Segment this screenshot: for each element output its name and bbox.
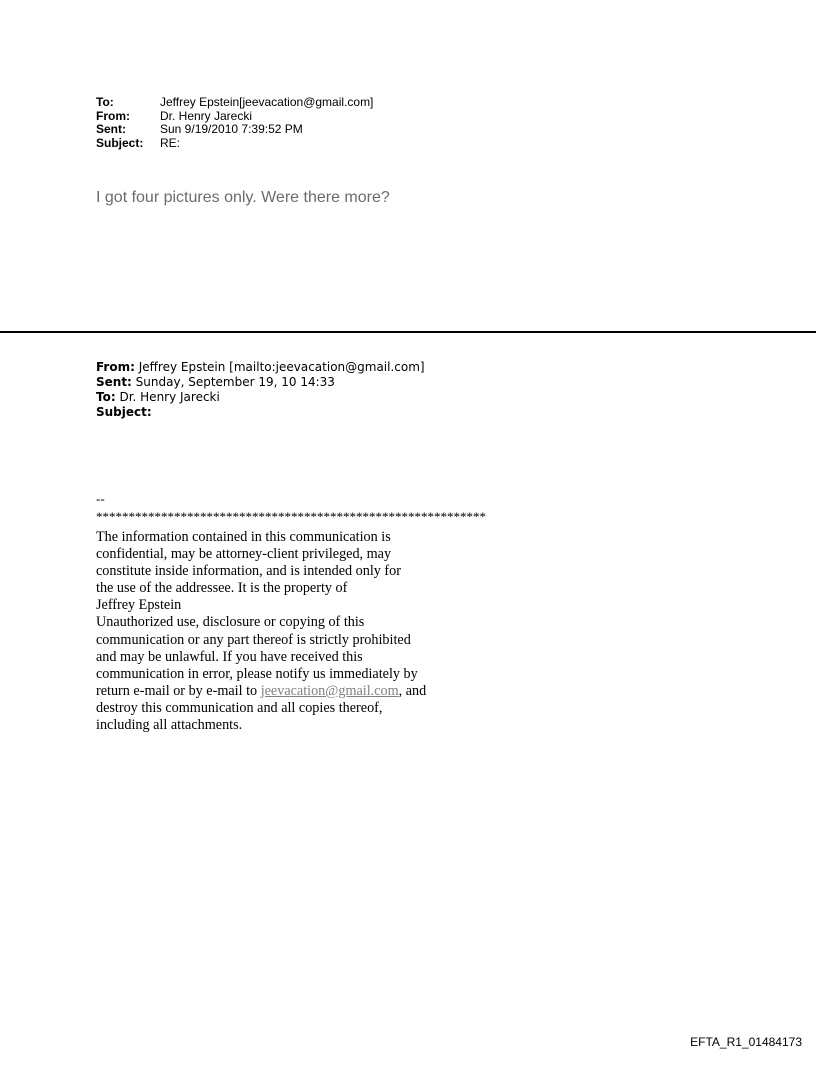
header-subject-row bbox=[96, 137, 373, 151]
quoted-to-value: Dr. Henry Jarecki bbox=[115, 390, 220, 404]
disclaimer-line: confidential, may be attorney-client privileged, may bbox=[96, 546, 392, 563]
disclaimer-line: Jeffrey Epstein bbox=[96, 597, 182, 614]
quoted-header bbox=[96, 360, 425, 420]
sent-label: Sent: bbox=[96, 122, 126, 136]
quoted-to-row bbox=[96, 390, 425, 405]
signature-stars: ************************************************************ bbox=[96, 509, 486, 524]
subject-label: Subject: bbox=[96, 135, 144, 150]
header-from-row bbox=[96, 110, 373, 124]
quoted-from-row bbox=[96, 360, 425, 375]
to-value: Jeffrey Epstein[jeevacation@gmail.com] bbox=[160, 95, 374, 109]
subject-value: RE: bbox=[160, 135, 181, 150]
signature-dashes: -- bbox=[96, 491, 105, 506]
return-prefix: return e-mail or by e-mail to bbox=[96, 682, 261, 699]
disclaimer bbox=[96, 529, 426, 734]
from-label: From: bbox=[96, 108, 130, 123]
quoted-subject-label: Subject: bbox=[96, 405, 152, 419]
quoted-sent-label: Sent: bbox=[96, 375, 132, 389]
return-suffix: , and bbox=[398, 682, 427, 699]
quoted-from-label: From: bbox=[96, 360, 135, 374]
separator-line bbox=[0, 331, 816, 333]
disclaimer-line: and may be unlawful. If you have received this bbox=[96, 648, 363, 665]
disclaimer-line: The information contained in this communication is bbox=[96, 529, 391, 545]
disclaimer-line: communication in error, please notify us immediately by bbox=[96, 665, 418, 682]
disclaimer-line: Unauthorized use, disclosure or copying of this bbox=[96, 614, 365, 631]
message-body: I got four pictures only. Were there more? bbox=[96, 189, 390, 206]
email-header bbox=[96, 96, 373, 150]
from-value: Dr. Henry Jarecki bbox=[160, 108, 253, 123]
quoted-to-label: To: bbox=[96, 390, 116, 404]
disclaimer-line: including all attachments. bbox=[96, 717, 243, 734]
document-id: EFTA_R1_01484173 bbox=[690, 1035, 802, 1049]
quoted-from-value: Jeffrey Epstein [mailto:jeevacation@gmail.com] bbox=[134, 360, 425, 374]
quoted-subject-row bbox=[96, 405, 425, 420]
quoted-sent-row bbox=[96, 375, 425, 390]
disclaimer-line: constitute inside information, and is intended only for bbox=[96, 563, 401, 580]
to-label: To: bbox=[96, 95, 114, 109]
disclaimer-line: destroy this communication and all copies thereof, bbox=[96, 699, 383, 716]
email-link[interactable]: jeevacation@gmail.com bbox=[260, 682, 399, 699]
disclaimer-line: communication or any part thereof is strictly prohibited bbox=[96, 631, 411, 648]
header-sent-row bbox=[96, 123, 373, 137]
sent-value: Sun 9/19/2010 7:39:52 PM bbox=[160, 122, 303, 136]
header-to-row bbox=[96, 96, 373, 110]
disclaimer-return-line bbox=[96, 683, 426, 700]
disclaimer-line: the use of the addressee. It is the property of bbox=[96, 580, 348, 597]
quoted-sent-value: Sunday, September 19, 10 14:33 bbox=[131, 375, 335, 389]
